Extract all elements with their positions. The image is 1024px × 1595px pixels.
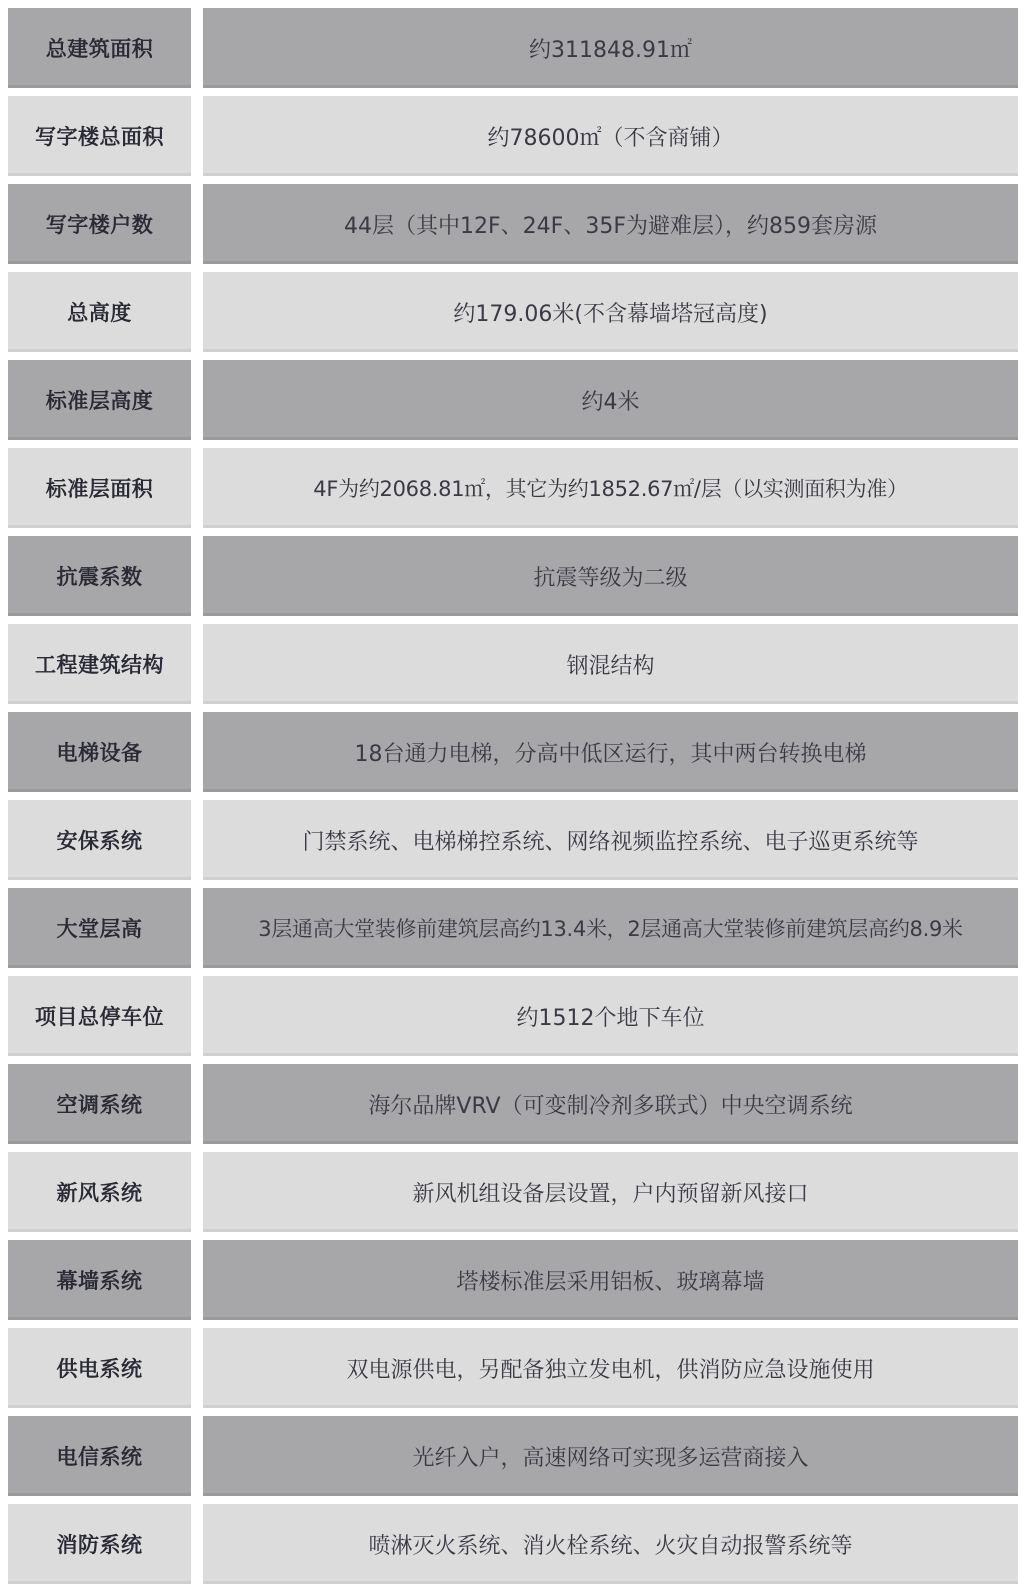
row-value: 约1512个地下车位 (203, 976, 1018, 1056)
table-row (8, 712, 1018, 792)
table-row (8, 1152, 1018, 1232)
table-row (8, 1328, 1018, 1408)
row-label: 总高度 (8, 272, 191, 352)
row-label: 项目总停车位 (8, 976, 191, 1056)
row-value: 新风机组设备层设置，户内预留新风接口 (203, 1152, 1018, 1232)
row-value: 光纤入户，高速网络可实现多运营商接入 (203, 1416, 1018, 1496)
row-label: 标准层高度 (8, 360, 191, 440)
row-label: 工程建筑结构 (8, 624, 191, 704)
row-label: 电梯设备 (8, 712, 191, 792)
row-value: 约179.06米(不含幕墙塔冠高度) (203, 272, 1018, 352)
row-value: 塔楼标准层采用铝板、玻璃幕墙 (203, 1240, 1018, 1320)
row-label: 写字楼总面积 (8, 96, 191, 176)
table-row (8, 1504, 1018, 1584)
row-label: 供电系统 (8, 1328, 191, 1408)
row-label: 消防系统 (8, 1504, 191, 1584)
row-value: 钢混结构 (203, 624, 1018, 704)
table-row (8, 272, 1018, 352)
table-row (8, 536, 1018, 616)
row-label: 新风系统 (8, 1152, 191, 1232)
row-value: 双电源供电，另配备独立发电机，供消防应急设施使用 (203, 1328, 1018, 1408)
row-value: 海尔品牌VRV（可变制冷剂多联式）中央空调系统 (203, 1064, 1018, 1144)
row-value: 约311848.91㎡ (203, 8, 1018, 88)
table-row (8, 888, 1018, 968)
row-value: 约78600㎡（不含商铺） (203, 96, 1018, 176)
table-row (8, 184, 1018, 264)
row-label: 安保系统 (8, 800, 191, 880)
table-row (8, 976, 1018, 1056)
row-label: 总建筑面积 (8, 8, 191, 88)
row-label: 大堂层高 (8, 888, 191, 968)
row-value: 喷淋灭火系统、消火栓系统、火灾自动报警系统等 (203, 1504, 1018, 1584)
table-row (8, 800, 1018, 880)
row-value: 抗震等级为二级 (203, 536, 1018, 616)
row-label: 空调系统 (8, 1064, 191, 1144)
table-row (8, 624, 1018, 704)
row-label: 标准层面积 (8, 448, 191, 528)
spec-table (8, 8, 1018, 1584)
table-row (8, 1064, 1018, 1144)
row-label: 抗震系数 (8, 536, 191, 616)
table-row (8, 360, 1018, 440)
table-row (8, 96, 1018, 176)
row-label: 写字楼户数 (8, 184, 191, 264)
table-row (8, 448, 1018, 528)
row-label: 幕墙系统 (8, 1240, 191, 1320)
table-row (8, 1416, 1018, 1496)
table-row (8, 1240, 1018, 1320)
table-row (8, 8, 1018, 88)
row-value: 18台通力电梯，分高中低区运行，其中两台转换电梯 (203, 712, 1018, 792)
row-value: 门禁系统、电梯梯控系统、网络视频监控系统、电子巡更系统等 (203, 800, 1018, 880)
row-value: 4F为约2068.81㎡，其它为约1852.67㎡/层（以实测面积为准） (203, 448, 1018, 528)
row-value: 约4米 (203, 360, 1018, 440)
row-value: 3层通高大堂装修前建筑层高约13.4米，2层通高大堂装修前建筑层高约8.9米 (203, 888, 1018, 968)
row-label: 电信系统 (8, 1416, 191, 1496)
row-value: 44层（其中12F、24F、35F为避难层），约859套房源 (203, 184, 1018, 264)
